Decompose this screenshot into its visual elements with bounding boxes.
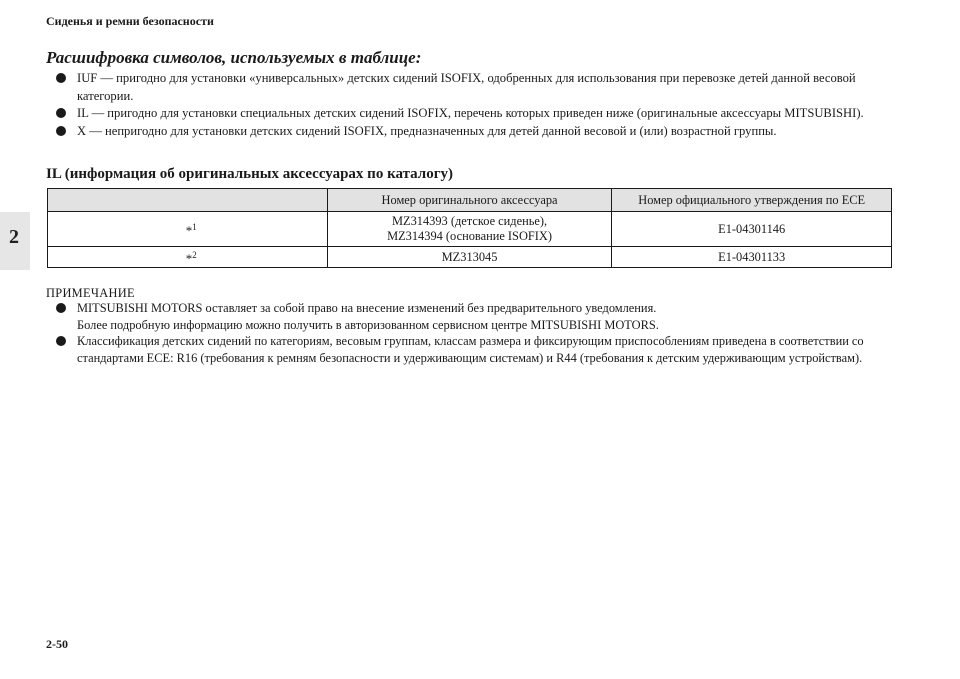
legend-item-text: IL — пригодно для установки специальных детских сидений ISOFIX, перечень которых приведен ниже (оригинальные аксессуары MITSUBISHI). — [77, 106, 864, 120]
header-cell-approval: Номер официального утверждения по ECE — [612, 189, 892, 212]
bullet-icon — [56, 73, 66, 83]
chapter-tab — [0, 212, 30, 270]
footnote-number: 2 — [192, 249, 197, 260]
asterisk-icon: * — [185, 250, 193, 266]
bullet-icon — [56, 108, 66, 118]
accessories-table — [47, 188, 892, 268]
note-item-text: Более подробную информацию можно получить в авторизованном сервисном центре MITSUBISHI MOTORS. — [77, 317, 659, 332]
page-number: 2-50 — [46, 637, 68, 651]
bullet-icon — [56, 336, 66, 346]
running-header: Сиденья и ремни безопасности — [46, 14, 214, 28]
header-cell-part-number: Номер оригинального аксессуара — [327, 189, 612, 212]
note-item-text: MITSUBISHI MOTORS оставляет за собой право на внесение изменений без предварительного уведомления. — [77, 301, 657, 315]
bullet-icon — [56, 303, 66, 313]
part-line: MZ313045 — [441, 249, 498, 264]
note-title: ПРИМЕЧАНИЕ — [46, 286, 135, 300]
header-cell-mark — [48, 189, 328, 212]
part-number-cell — [327, 212, 612, 247]
table-header-row — [48, 189, 892, 212]
mark-cell — [48, 212, 328, 247]
mark-cell — [48, 247, 328, 268]
chapter-number: 2 — [9, 226, 19, 248]
legend-item — [56, 105, 904, 123]
legend-item — [56, 123, 904, 141]
approval-cell: E1-04301133 — [612, 247, 892, 268]
legend-item — [56, 70, 904, 105]
asterisk-icon: * — [185, 222, 193, 238]
table-row — [48, 212, 892, 247]
part-line: MZ314393 (детское сиденье), — [391, 214, 548, 228]
note-item — [56, 333, 876, 366]
legend-item-text: IUF — пригодно для установки «универсальных» детских сидений ISOFIX, одобренных для использования при перевозке детей данной весовой категории. — [77, 71, 856, 103]
bullet-icon — [56, 126, 66, 136]
note-item — [56, 300, 876, 333]
table-title: IL (информация об оригинальных аксессуарах по каталогу) — [46, 166, 454, 182]
footnote-number: 1 — [192, 221, 197, 232]
legend-title: Расшифровка символов, используемых в таблице: — [46, 48, 422, 67]
part-line: MZ314394 (основание ISOFIX) — [387, 229, 552, 243]
legend-list — [56, 70, 904, 140]
part-number-cell — [327, 247, 612, 268]
note-item-text: Классификация детских сидений по категориям, весовым группам, классам размера и фиксирующим приспособлениям приведена в соответствии со стандартами ECE: R16 (требования к ремням безопасности и удерживающим системам) и R44 (требования к детским удерживающим устройствам). — [77, 334, 864, 365]
approval-cell: E1-04301146 — [612, 212, 892, 247]
table-row — [48, 247, 892, 268]
note-list — [56, 300, 876, 366]
legend-item-text: X — непригодно для установки детских сидений ISOFIX, предназначенных для детей данной весовой и (или) возрастной группы. — [77, 123, 777, 138]
